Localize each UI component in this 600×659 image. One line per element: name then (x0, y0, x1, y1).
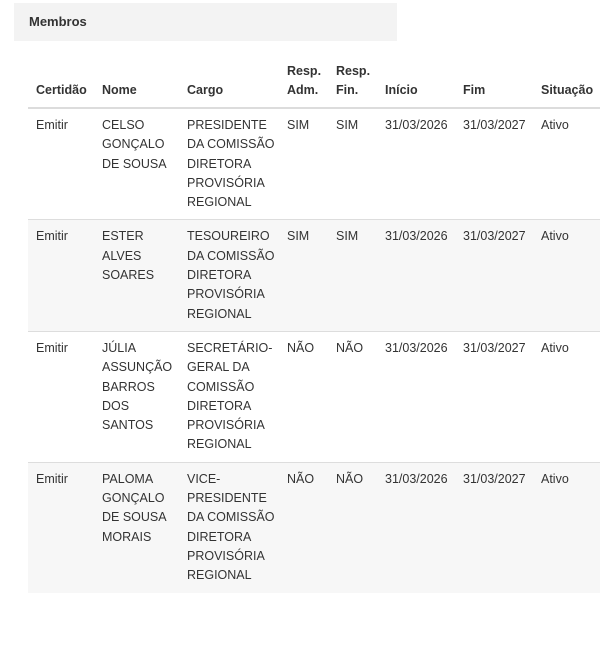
emitir-link[interactable]: Emitir (28, 462, 94, 592)
member-name: PALOMA GONÇALO DE SOUSA MORAIS (94, 462, 179, 592)
member-inicio: 31/03/2026 (377, 462, 455, 592)
member-situacao: Ativo (533, 331, 600, 462)
column-header-inicio[interactable]: Início (377, 62, 455, 108)
member-resp-fin: NÃO (328, 331, 377, 462)
member-situacao: Ativo (533, 108, 600, 220)
member-situacao: Ativo (533, 220, 600, 331)
table-header-row (28, 62, 600, 108)
column-header-fim[interactable]: Fim (455, 62, 533, 108)
table-row (28, 331, 600, 462)
section-title: Membros (14, 3, 397, 41)
member-name: JÚLIA ASSUNÇÃO BARROS DOS SANTOS (94, 331, 179, 462)
column-header-resp-fin[interactable]: Resp. Fin. (328, 62, 377, 108)
column-header-nome[interactable]: Nome (94, 62, 179, 108)
member-resp-adm: SIM (279, 108, 328, 220)
member-inicio: 31/03/2026 (377, 108, 455, 220)
column-header-cargo[interactable]: Cargo (179, 62, 279, 108)
member-resp-fin: SIM (328, 220, 377, 331)
member-fim: 31/03/2027 (455, 331, 533, 462)
emitir-link[interactable]: Emitir (28, 220, 94, 331)
member-fim: 31/03/2027 (455, 462, 533, 592)
member-cargo: TESOUREIRO DA COMISSÃO DIRETORA PROVISÓRIA REGIONAL (179, 220, 279, 331)
member-fim: 31/03/2027 (455, 108, 533, 220)
members-table (28, 62, 600, 593)
member-resp-adm: SIM (279, 220, 328, 331)
emitir-link[interactable]: Emitir (28, 331, 94, 462)
member-inicio: 31/03/2026 (377, 220, 455, 331)
table-row (28, 108, 600, 220)
member-cargo: SECRETÁRIO-GERAL DA COMISSÃO DIRETORA PROVISÓRIA REGIONAL (179, 331, 279, 462)
member-cargo: VICE-PRESIDENTE DA COMISSÃO DIRETORA PROVISÓRIA REGIONAL (179, 462, 279, 592)
column-header-resp-adm[interactable]: Resp. Adm. (279, 62, 328, 108)
column-header-certidao[interactable]: Certidão (28, 62, 94, 108)
column-header-situacao[interactable]: Situação (533, 62, 600, 108)
emitir-link[interactable]: Emitir (28, 108, 94, 220)
member-resp-fin: NÃO (328, 462, 377, 592)
member-resp-fin: SIM (328, 108, 377, 220)
member-name: CELSO GONÇALO DE SOUSA (94, 108, 179, 220)
member-resp-adm: NÃO (279, 462, 328, 592)
member-inicio: 31/03/2026 (377, 331, 455, 462)
table-row (28, 220, 600, 331)
member-situacao: Ativo (533, 462, 600, 592)
member-fim: 31/03/2027 (455, 220, 533, 331)
member-resp-adm: NÃO (279, 331, 328, 462)
member-name: ESTER ALVES SOARES (94, 220, 179, 331)
table-row (28, 462, 600, 592)
member-cargo: PRESIDENTE DA COMISSÃO DIRETORA PROVISÓRIA REGIONAL (179, 108, 279, 220)
